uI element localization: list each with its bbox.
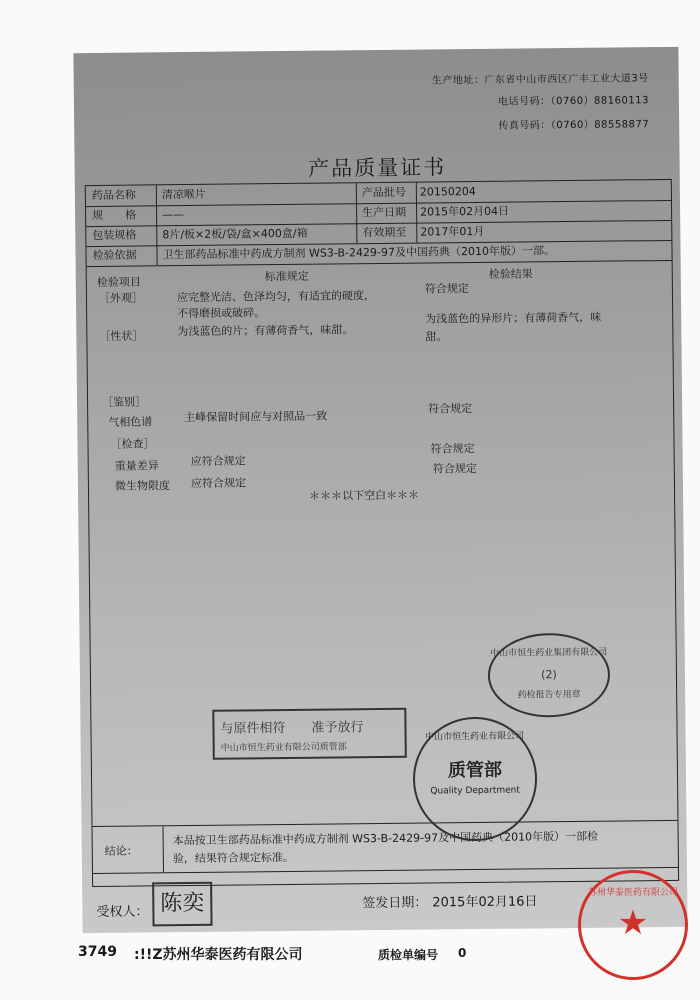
document-sheet (73, 47, 687, 933)
issue-date: 2015年02月16日 (432, 894, 538, 911)
authorized-name-stamp: 陈奕 (152, 882, 212, 927)
report-seal-number: (2) (541, 668, 557, 682)
label-batch: 产品批号 (361, 185, 406, 200)
item-name: 重量差异 (114, 459, 159, 473)
item-standard: 应符合规定 (190, 454, 246, 468)
column-item: 检验项目 (96, 275, 141, 289)
label-basis: 检验依据 (92, 248, 137, 263)
item-standard: 主峰保留时间应与对照品一致 (184, 409, 328, 425)
item-standard: 应完整光洁、色泽均匀，有适宜的硬度， (176, 289, 376, 305)
footer-number: 3749 (78, 944, 117, 960)
conclusion-text-line2: 验，结果符合规定标准。 (172, 850, 294, 866)
qa-seal-english: Quality Department (430, 785, 520, 797)
value-mfg-date: 2015年02月04日 (420, 204, 510, 219)
item-result: 符合规定 (424, 282, 469, 296)
item-name: ［外观］ (98, 291, 144, 305)
conclusion-row (93, 820, 678, 874)
item-result: 为浅蓝色的异形片；有薄荷香气，味 (425, 310, 602, 326)
divider (163, 826, 164, 872)
column-standard: 标准规定 (264, 269, 309, 284)
release-stamp-line1: 与原件相符 准予放行 (220, 720, 364, 737)
certificate-title: 产品质量证书 (308, 155, 447, 181)
fax-number: 传真号码：（0760）88558877 (498, 119, 650, 132)
report-seal-top: 中山市恒生药业集团有限公司 (490, 647, 608, 659)
item-name: ［性状］ (99, 329, 144, 343)
item-result: 符合规定 (428, 402, 473, 416)
blank-marker: ＊＊＊以下空白＊＊＊ (308, 488, 420, 503)
qa-seal-name: 质管部 (447, 759, 503, 782)
footer-company: :!!Z苏州华泰医药有限公司 (134, 947, 303, 963)
value-batch: 20150204 (419, 184, 476, 199)
column-result: 检验结果 (488, 267, 533, 281)
release-stamp-line2: 中山市恒生药业有限公司质管部 (220, 742, 347, 754)
value-package: 8片/板×2板/袋/盒×400盒/箱 (162, 226, 308, 242)
value-basis: 卫生部药品标准中药成方制剂 WS3-B-2429-97及中国药典（2010年版）一部。 (162, 244, 555, 262)
authorized-label: 受权人： (96, 904, 149, 920)
item-standard: 应符合规定 (190, 476, 246, 490)
certificate-table (85, 179, 679, 887)
item-result: 符合规定 (432, 461, 477, 476)
release-stamp (212, 708, 407, 760)
star-icon: ★ (617, 903, 649, 943)
label-package: 包装规格 (92, 228, 137, 243)
item-name: 气相色谱 (108, 415, 153, 429)
label-drug-name: 药品名称 (91, 188, 136, 203)
label-spec: 规 格 (92, 208, 137, 223)
issue-date-label: 签发日期： (362, 895, 428, 912)
footer-qc-value: 0 (458, 946, 467, 960)
item-name: 微生物限度 (114, 479, 171, 493)
item-result: 符合规定 (430, 442, 475, 456)
phone-number: 电话号码：（0760）88160113 (498, 95, 649, 108)
report-seal-bottom: 药检报告专用章 (517, 689, 581, 701)
value-expiry: 2017年01月 (420, 224, 485, 239)
item-standard: 为浅蓝色的片；有薄荷香气，味甜。 (177, 323, 354, 339)
label-mfg-date: 生产日期 (362, 205, 407, 220)
qa-department-seal (412, 716, 537, 841)
value-drug-name: 清凉喉片 (161, 187, 206, 202)
footer-qc-label: 质检单编号 (378, 948, 439, 962)
qa-seal-ring: 中山市恒生药业有限公司 (425, 731, 525, 743)
item-standard: 不得磨损或破碎。 (177, 306, 266, 321)
footer-bar (0, 934, 700, 974)
factory-address: 生产地址：广东省中山市西区广丰工业大道3号 (431, 73, 649, 87)
item-name: ［鉴别］ (101, 395, 147, 409)
label-expiry: 有效期至 (362, 225, 407, 240)
conclusion-text-line1: 本品按卫生部药品标准中药成方制剂 WS3-B-2429-97及中国药典（2010年版）一部检 (172, 829, 599, 848)
conclusion-label: 结论： (104, 844, 138, 858)
value-spec: —— (162, 208, 185, 222)
item-result: 甜。 (425, 330, 448, 344)
red-seal-text: 苏州华泰医药有限公司 (587, 888, 678, 898)
item-name: ［检查］ (110, 437, 155, 451)
